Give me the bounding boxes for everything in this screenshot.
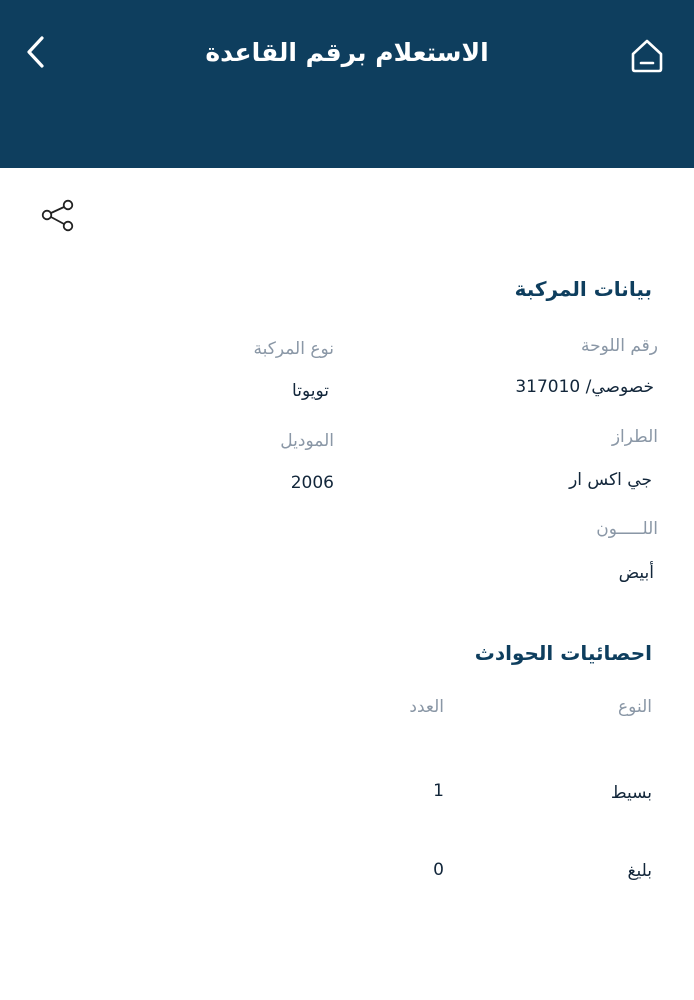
app-header: [0, 0, 694, 168]
make-value: جي اكس ار: [569, 470, 652, 490]
plate-number-label: رقم اللوحة: [581, 336, 658, 356]
accident-row-count: 1: [433, 781, 444, 801]
vehicle-type-label: نوع المركبة: [253, 339, 334, 359]
accidents-col-count: العدد: [409, 697, 444, 717]
model-label: الموديل: [280, 431, 334, 451]
share-icon: [38, 195, 80, 237]
home-button[interactable]: [622, 30, 672, 80]
color-label: اللـــــون: [596, 519, 658, 539]
page-title: الاستعلام برقم القاعدة: [205, 38, 489, 67]
make-label: الطراز: [611, 427, 658, 447]
plate-number-value: خصوصي/ 317010: [515, 377, 654, 397]
accident-row-count: 0: [433, 860, 444, 880]
vehicle-section-title: بيانات المركبة: [514, 277, 652, 301]
accidents-col-type: النوع: [618, 697, 652, 717]
color-value: أبيض: [618, 563, 654, 583]
model-value: 2006: [290, 473, 334, 493]
accident-row-type: بليغ: [627, 861, 652, 881]
accident-row-type: بسيط: [610, 783, 652, 803]
home-icon: [622, 30, 672, 80]
accidents-section-title: احصائيات الحوادث: [474, 641, 652, 665]
share-button[interactable]: [38, 195, 80, 237]
vehicle-type-value: تويوتا: [292, 381, 329, 401]
